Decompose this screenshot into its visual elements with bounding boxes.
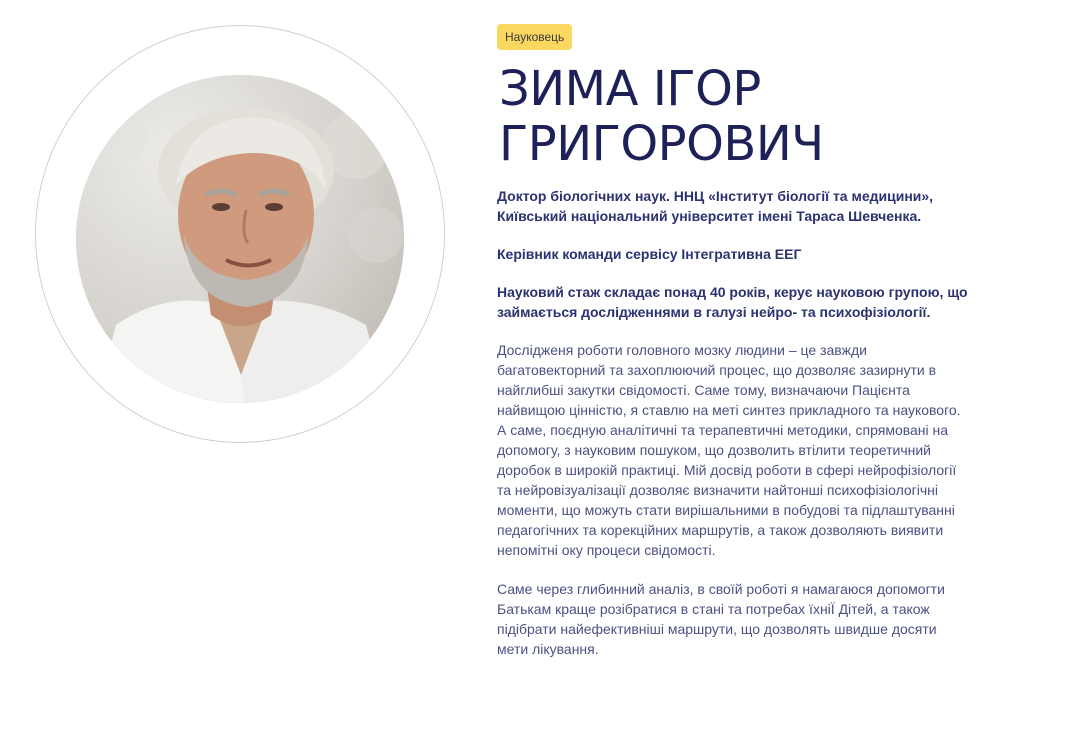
name-line-1: ЗИМА ІГОР bbox=[499, 61, 761, 117]
description-line: багатовекторний та захоплюючий процес, що дозволяє зазирнути в bbox=[497, 362, 937, 378]
portrait-illustration bbox=[76, 75, 404, 403]
experience bbox=[497, 282, 1057, 322]
description-line: найглибші закутки свідомості. Саме тому, визначаючи Пацієнта bbox=[497, 382, 910, 398]
person-name bbox=[499, 62, 1057, 172]
closing-line: Батькам краще розібратися в стані та потребах їхніЇ Дітей, а також bbox=[497, 601, 930, 617]
description-line: А саме, поєдную аналітичні та терапевтичні методики, спрямовані на bbox=[497, 422, 949, 438]
team-role: Керівник команди сервісу Інтегративна ЕЕГ bbox=[497, 246, 802, 262]
profile-content bbox=[497, 24, 1057, 659]
name-line-2: ГРИГОРОВИЧ bbox=[499, 116, 824, 172]
credentials-line: Київський національний університет імені Тараса Шевченка. bbox=[497, 208, 922, 224]
description-line: найвищою цінністю, я ставлю на меті синтез прикладного та наукового. bbox=[497, 402, 961, 418]
closing-line: підібрати найефективніші маршрути, що дозволять швидше досяти bbox=[497, 621, 937, 637]
description-line: непомітні оку процеси свідомості. bbox=[497, 542, 716, 558]
description-line: моменти, що можуть стати вирішальними в побудові та підлаштуванні bbox=[497, 502, 955, 518]
description-line: Дослідженя роботи головного мозку людини – це завжди bbox=[497, 342, 867, 358]
description-line: та нейровізуалізації дозволяє визначити найтонші психофізіологічні bbox=[497, 482, 939, 498]
description-line: доробок в широкій практиці. Мій досвід роботи в сфері нейрофізіології bbox=[497, 462, 957, 478]
credentials-line: Доктор біологічних наук. ННЦ «Інститут біології та медицини», bbox=[497, 188, 934, 204]
closing-line: Саме через глибинний аналіз, в своїй роботі я намагаюся допомогти bbox=[497, 581, 945, 597]
credentials bbox=[497, 186, 1057, 226]
closing-line: мети лікування. bbox=[497, 641, 599, 657]
description-line: допомогу, з науковим пошуком, що дозволить втілити теоретичний bbox=[497, 442, 931, 458]
experience-line: займається дослідженнями в галузі нейро- та психофізіології. bbox=[497, 304, 931, 320]
description-line: педагогічних та корекційних маршрутів, а також дозволяють виявити bbox=[497, 522, 944, 538]
role-badge: Науковець bbox=[497, 24, 572, 50]
experience-line: Науковий стаж складає понад 40 років, керує науковою групою, що bbox=[497, 284, 968, 300]
closing-paragraph bbox=[497, 579, 1057, 659]
description bbox=[497, 340, 1057, 560]
profile-photo bbox=[76, 75, 404, 403]
